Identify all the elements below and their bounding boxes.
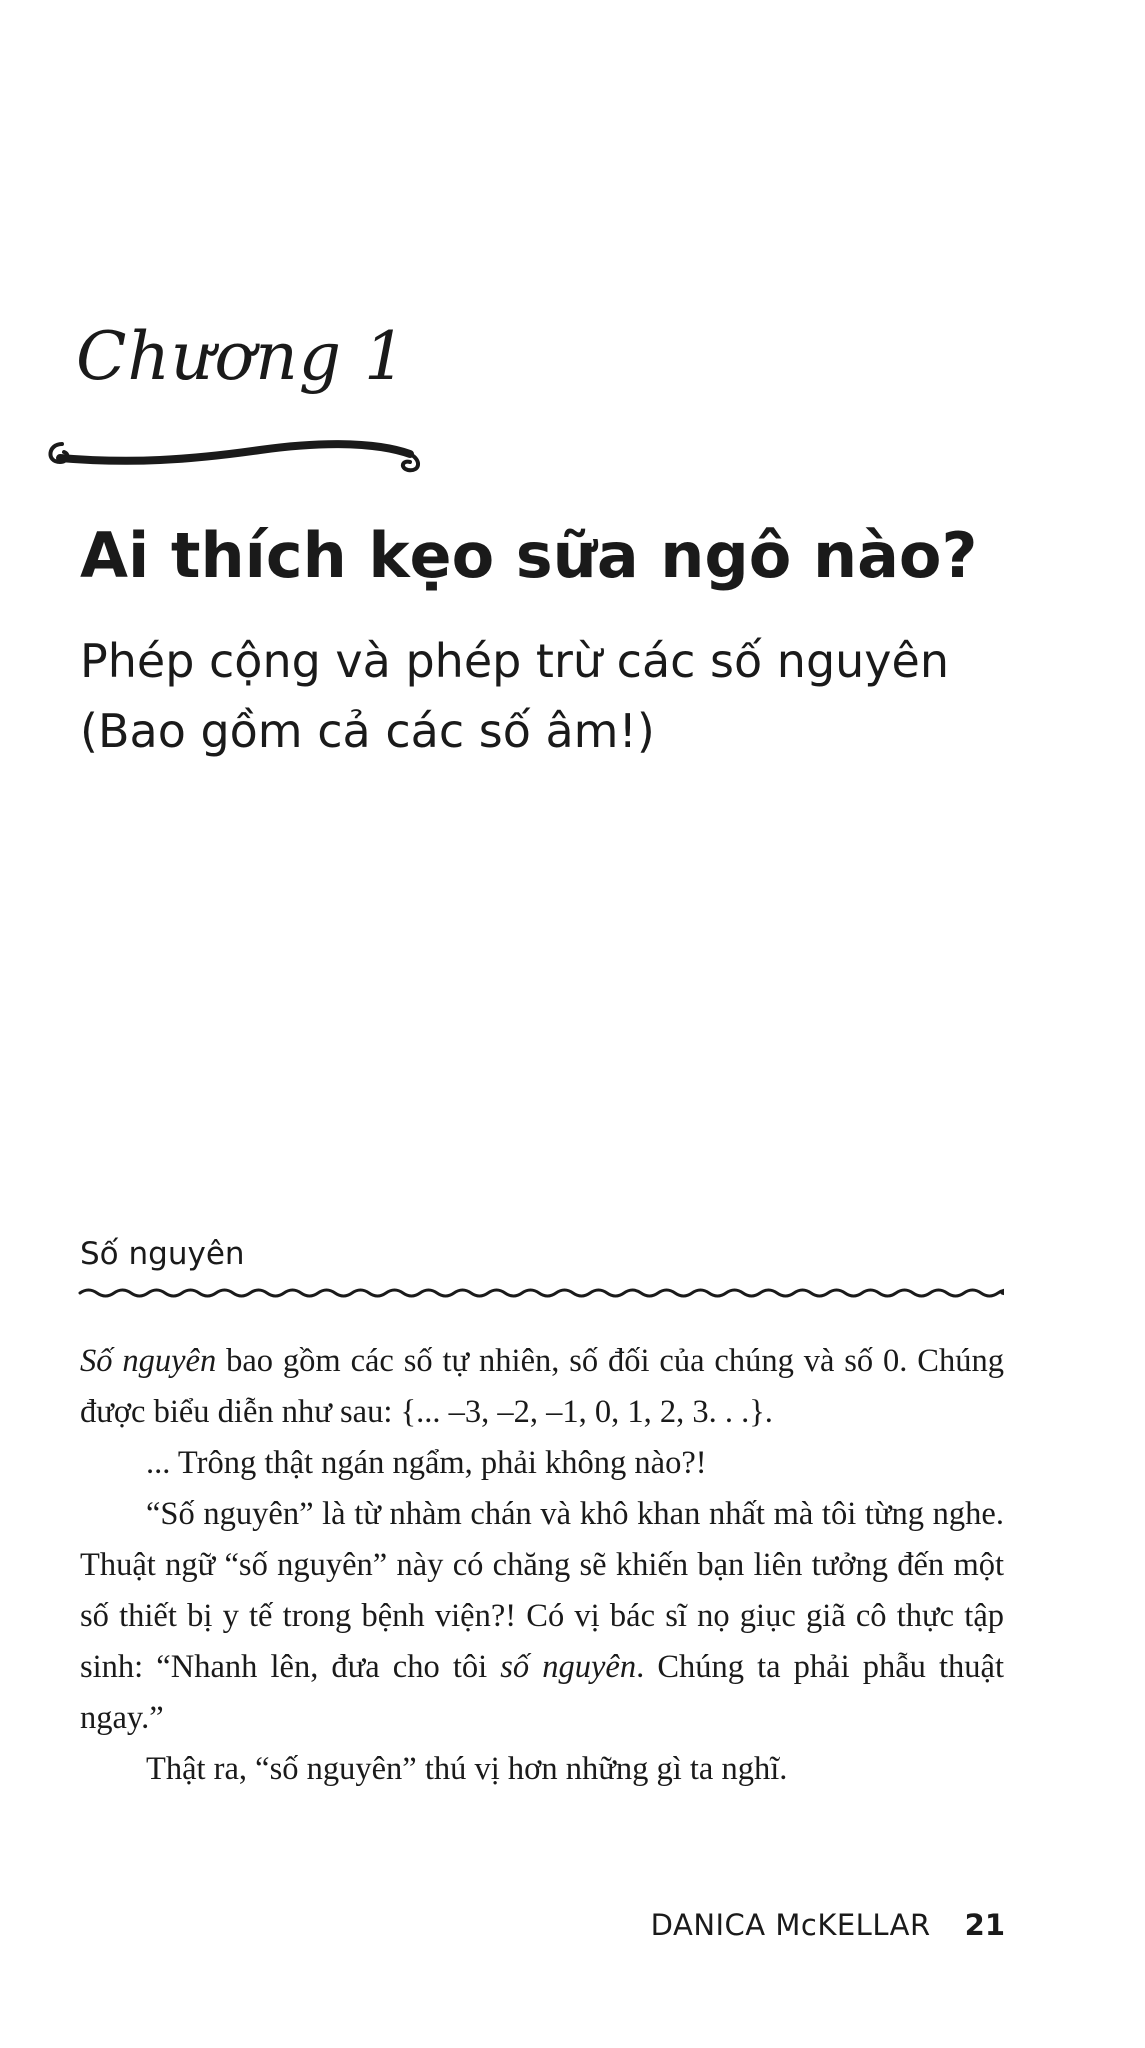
section-heading: Số nguyên bbox=[80, 1236, 245, 1272]
page-footer bbox=[651, 1908, 1005, 1942]
chapter-subtitle bbox=[80, 626, 949, 766]
paragraph-3-text-a: “Số nguyên” là từ nhàm chán và khô khan nhất mà tôi từng nghe. Thuật ngữ “số nguyên” này có chăng sẽ khiến bạn liên tưởng đến một số thiết bị y tế trong bệnh viện?! Có vị bác sĩ nọ giục giã cô thực tập sinh: “Nhanh lên, đưa cho tôi bbox=[80, 1496, 1004, 1685]
body-text bbox=[80, 1336, 1004, 1795]
section-wave-divider bbox=[78, 1282, 1004, 1304]
chapter-subtitle-line-1: Phép cộng và phép trừ các số nguyên bbox=[80, 634, 949, 688]
chapter-title: Ai thích kẹo sữa ngô nào? bbox=[80, 519, 978, 592]
paragraph-3-emphasis: số nguyên bbox=[500, 1649, 637, 1685]
paragraph-3 bbox=[80, 1489, 1004, 1744]
footer-author: DANICA McKELLAR bbox=[650, 1908, 931, 1942]
term-so-nguyen: Số nguyên bbox=[80, 1343, 217, 1379]
paragraph-definition-text: bao gồm các số tự nhiên, số đối của chúng và số 0. Chúng được biểu diễn như sau: {... –3, –2, –1, 0, 1, 2, 3. . .}. bbox=[80, 1343, 1004, 1430]
paragraph-definition bbox=[80, 1336, 1004, 1438]
paragraph-3-text-b: . Chúng ta phải phẫu thuật ngay.” bbox=[80, 1649, 1004, 1736]
chapter-flourish-ornament bbox=[40, 428, 430, 484]
chapter-subtitle-line-2: (Bao gồm cả các số âm!) bbox=[80, 704, 655, 758]
page-number: 21 bbox=[964, 1908, 1005, 1942]
paragraph-2: ... Trông thật ngán ngẩm, phải không nào?! bbox=[146, 1445, 707, 1481]
chapter-label: Chương 1 bbox=[76, 318, 407, 395]
paragraph-4: Thật ra, “số nguyên” thú vị hơn những gì ta nghĩ. bbox=[146, 1751, 788, 1787]
